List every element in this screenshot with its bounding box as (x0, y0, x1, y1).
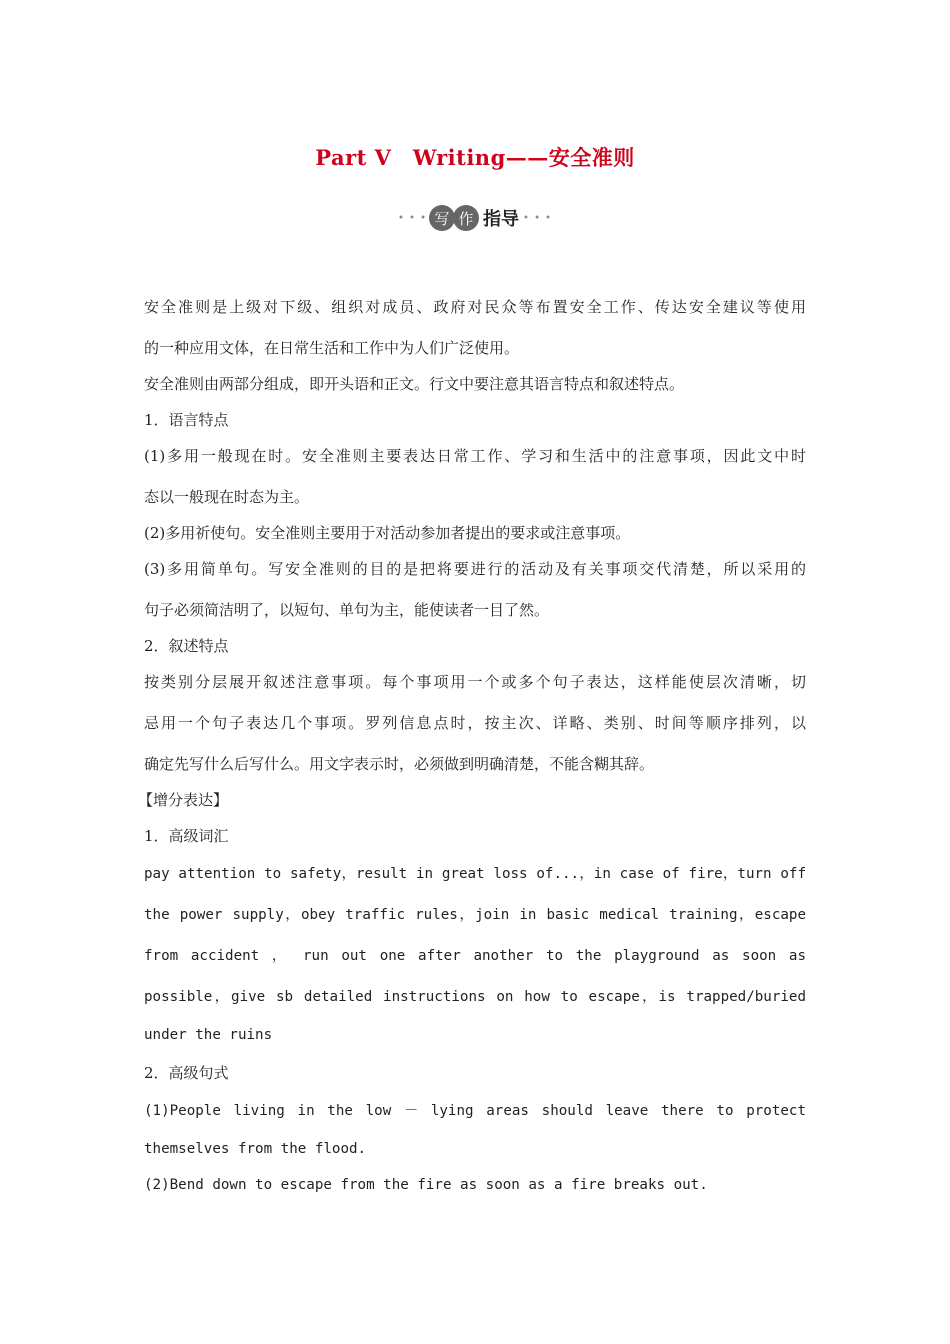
vocabulary-line-1: pay attention to safety，result in great loss of...，in case of fire，turn off (144, 866, 806, 882)
item-1-line-1: (1)多用一般现在时。安全准则主要表达日常工作、学习和生活中的注意事项，因此文中时 (144, 447, 806, 465)
decorative-dots-left: • • • (397, 212, 427, 224)
section-heading-language-features: 1．语言特点 (144, 411, 229, 429)
vocabulary-line-3: from accident ， run out one after another to the playground as soon as (144, 948, 806, 964)
guide-label: 指导 (483, 209, 519, 230)
paragraph-intro-line-1: 安全准则是上级对下级、组织对成员、政府对民众等布置安全工作、传达安全建议等使用 (144, 298, 806, 316)
sentence-2: (2)Bend down to escape from the fire as soon as a fire breaks out. (144, 1177, 708, 1193)
page-title: Part Ⅴ Writing——安全准则 (315, 145, 635, 170)
bracket-heading-score-boost: 【增分表达】 (138, 791, 229, 809)
paragraph-intro-line-2: 的一种应用文体，在日常生活和工作中为人们广泛使用。 (144, 339, 520, 357)
paragraph-structure: 安全准则由两部分组成，即开头语和正文。行文中要注意其语言特点和叙述特点。 (144, 375, 685, 393)
item-1-line-2: 态以一般现在时态为主。 (144, 488, 310, 506)
paragraph-narrative-line-2: 忌用一个句子表达几个事项。罗列信息点时，按主次、详略、类别、时间等顺序排列，以 (144, 714, 806, 732)
sentence-1-line-2: themselves from the flood. (144, 1141, 367, 1157)
vocabulary-line-4: possible，give sb detailed instructions on how to escape，is trapped/buried (144, 989, 806, 1005)
vocabulary-line-2: the power supply，obey traffic rules，join in basic medical training，escape (144, 907, 806, 923)
guide-char-badge-1: 写 (429, 205, 455, 231)
item-3-line-2: 句子必须简洁明了，以短句、单句为主，能使读者一目了然。 (144, 601, 550, 619)
sentence-1-line-1: (1)People living in the low － lying areas should leave there to protect (144, 1103, 806, 1119)
item-2: (2)多用祈使句。安全准则主要用于对活动参加者提出的要求或注意事项。 (144, 524, 631, 542)
vocabulary-line-5: under the ruins (144, 1027, 273, 1043)
item-3-line-1: (3)多用简单句。写安全准则的目的是把将要进行的活动及有关事项交代清楚，所以采用的 (144, 560, 806, 578)
paragraph-narrative-line-1: 按类别分层展开叙述注意事项。每个事项用一个或多个句子表达，这样能使层次清晰，切 (144, 673, 806, 691)
paragraph-narrative-line-3: 确定先写什么后写什么。用文字表示时，必须做到明确清楚，不能含糊其辞。 (144, 755, 655, 773)
section-heading-narrative-features: 2．叙述特点 (144, 637, 229, 655)
decorative-dots-right: • • • (523, 212, 553, 224)
section-heading-advanced-sentences: 2．高级句式 (144, 1064, 229, 1082)
guide-char-badge-2: 作 (453, 205, 479, 231)
writing-guide-banner (0, 200, 950, 236)
section-heading-advanced-vocabulary: 1．高级词汇 (144, 827, 229, 845)
